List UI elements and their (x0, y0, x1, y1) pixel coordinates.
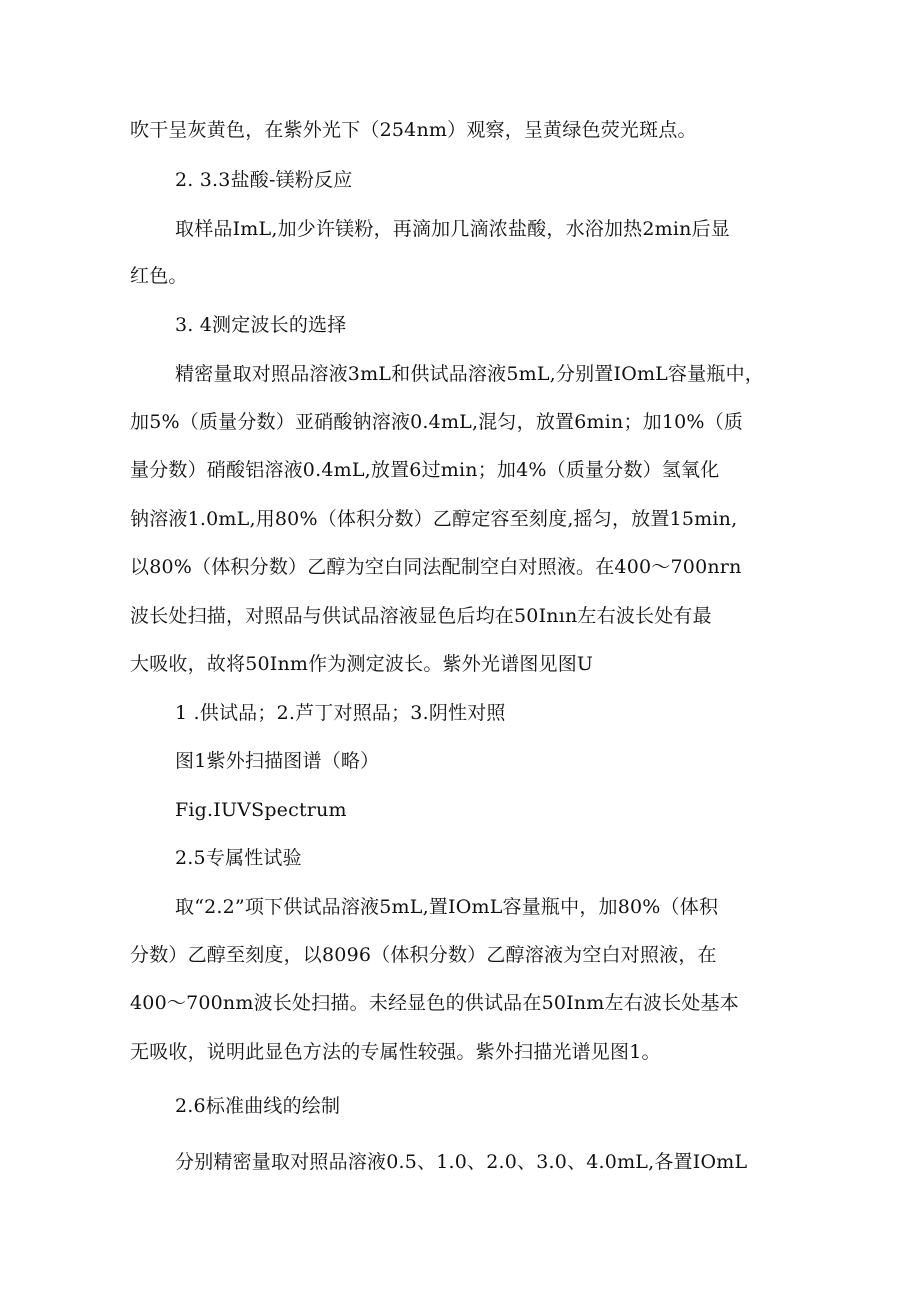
body-text-line: 波长处扫描，对照品与供试品溶液显色后均在50Inın左右波长处有最 (130, 605, 712, 627)
figure-legend: 1 .供试品；2.芦丁对照品；3.阴性对照 (175, 702, 506, 724)
section-heading: 2. 3.3盐酸-镁粉反应 (175, 169, 353, 191)
body-text-line: 分别精密量取对照品溶液0.5、1.0、2.0、3.0、4.0mL,各置IOmL (175, 1151, 748, 1173)
body-text-line: 分数）乙醇至刻度，以8096（体积分数）乙醇溶液为空白对照液，在 (130, 944, 717, 966)
figure-caption-english: Fig.IUVSpectrum (175, 799, 347, 821)
body-text-line: 大吸收，故将50Inm作为测定波长。紫外光谱图见图U (130, 653, 594, 675)
body-text-line: 400～700nm波长处扫描。未经显色的供试品在50Inm左右波长处基本 (130, 992, 739, 1014)
body-text-line: 精密量取对照品溶液3mL和供试品溶液5mL,分别置IOmL容量瓶中， (175, 363, 765, 385)
figure-caption: 图1紫外扫描图谱（略） (175, 750, 380, 772)
section-heading: 2.6标准曲线的绘制 (175, 1095, 341, 1117)
body-text-line: 无吸收，说明此显色方法的专属性较强。紫外扫描光谱见图1。 (130, 1041, 661, 1063)
body-text-line: 量分数）硝酸铝溶液0.4mL,放置6过min；加4%（质量分数）氢氧化 (130, 459, 720, 481)
body-text-line: 以80%（体积分数）乙醇为空白同法配制空白对照液。在400～700nrn (130, 556, 742, 578)
section-heading: 3. 4测定波长的选择 (175, 314, 347, 336)
body-text-line: 加5%（质量分数）亚硝酸钠溶液0.4mL,混匀，放置6min；加10%（质 (130, 411, 744, 433)
body-text-line: 取“2.2”项下供试品溶液5mL,置IOmL容量瓶中，加80%（体积 (175, 896, 719, 918)
section-heading: 2.5专属性试验 (175, 847, 302, 869)
body-text-line: 红色。 (130, 265, 188, 287)
body-text-line: 取样品ImL,加少许镁粉，再滴加几滴浓盐酸，水浴加热2min后显 (175, 218, 730, 240)
body-text-line: 钠溶液1.0mL,用80%（体积分数）乙醇定容至刻度,摇匀，放置15min, (130, 508, 738, 530)
body-text-line: 吹干呈灰黄色，在紫外光下（254nm）观察，呈黄绿色荧光斑点。 (130, 119, 697, 141)
